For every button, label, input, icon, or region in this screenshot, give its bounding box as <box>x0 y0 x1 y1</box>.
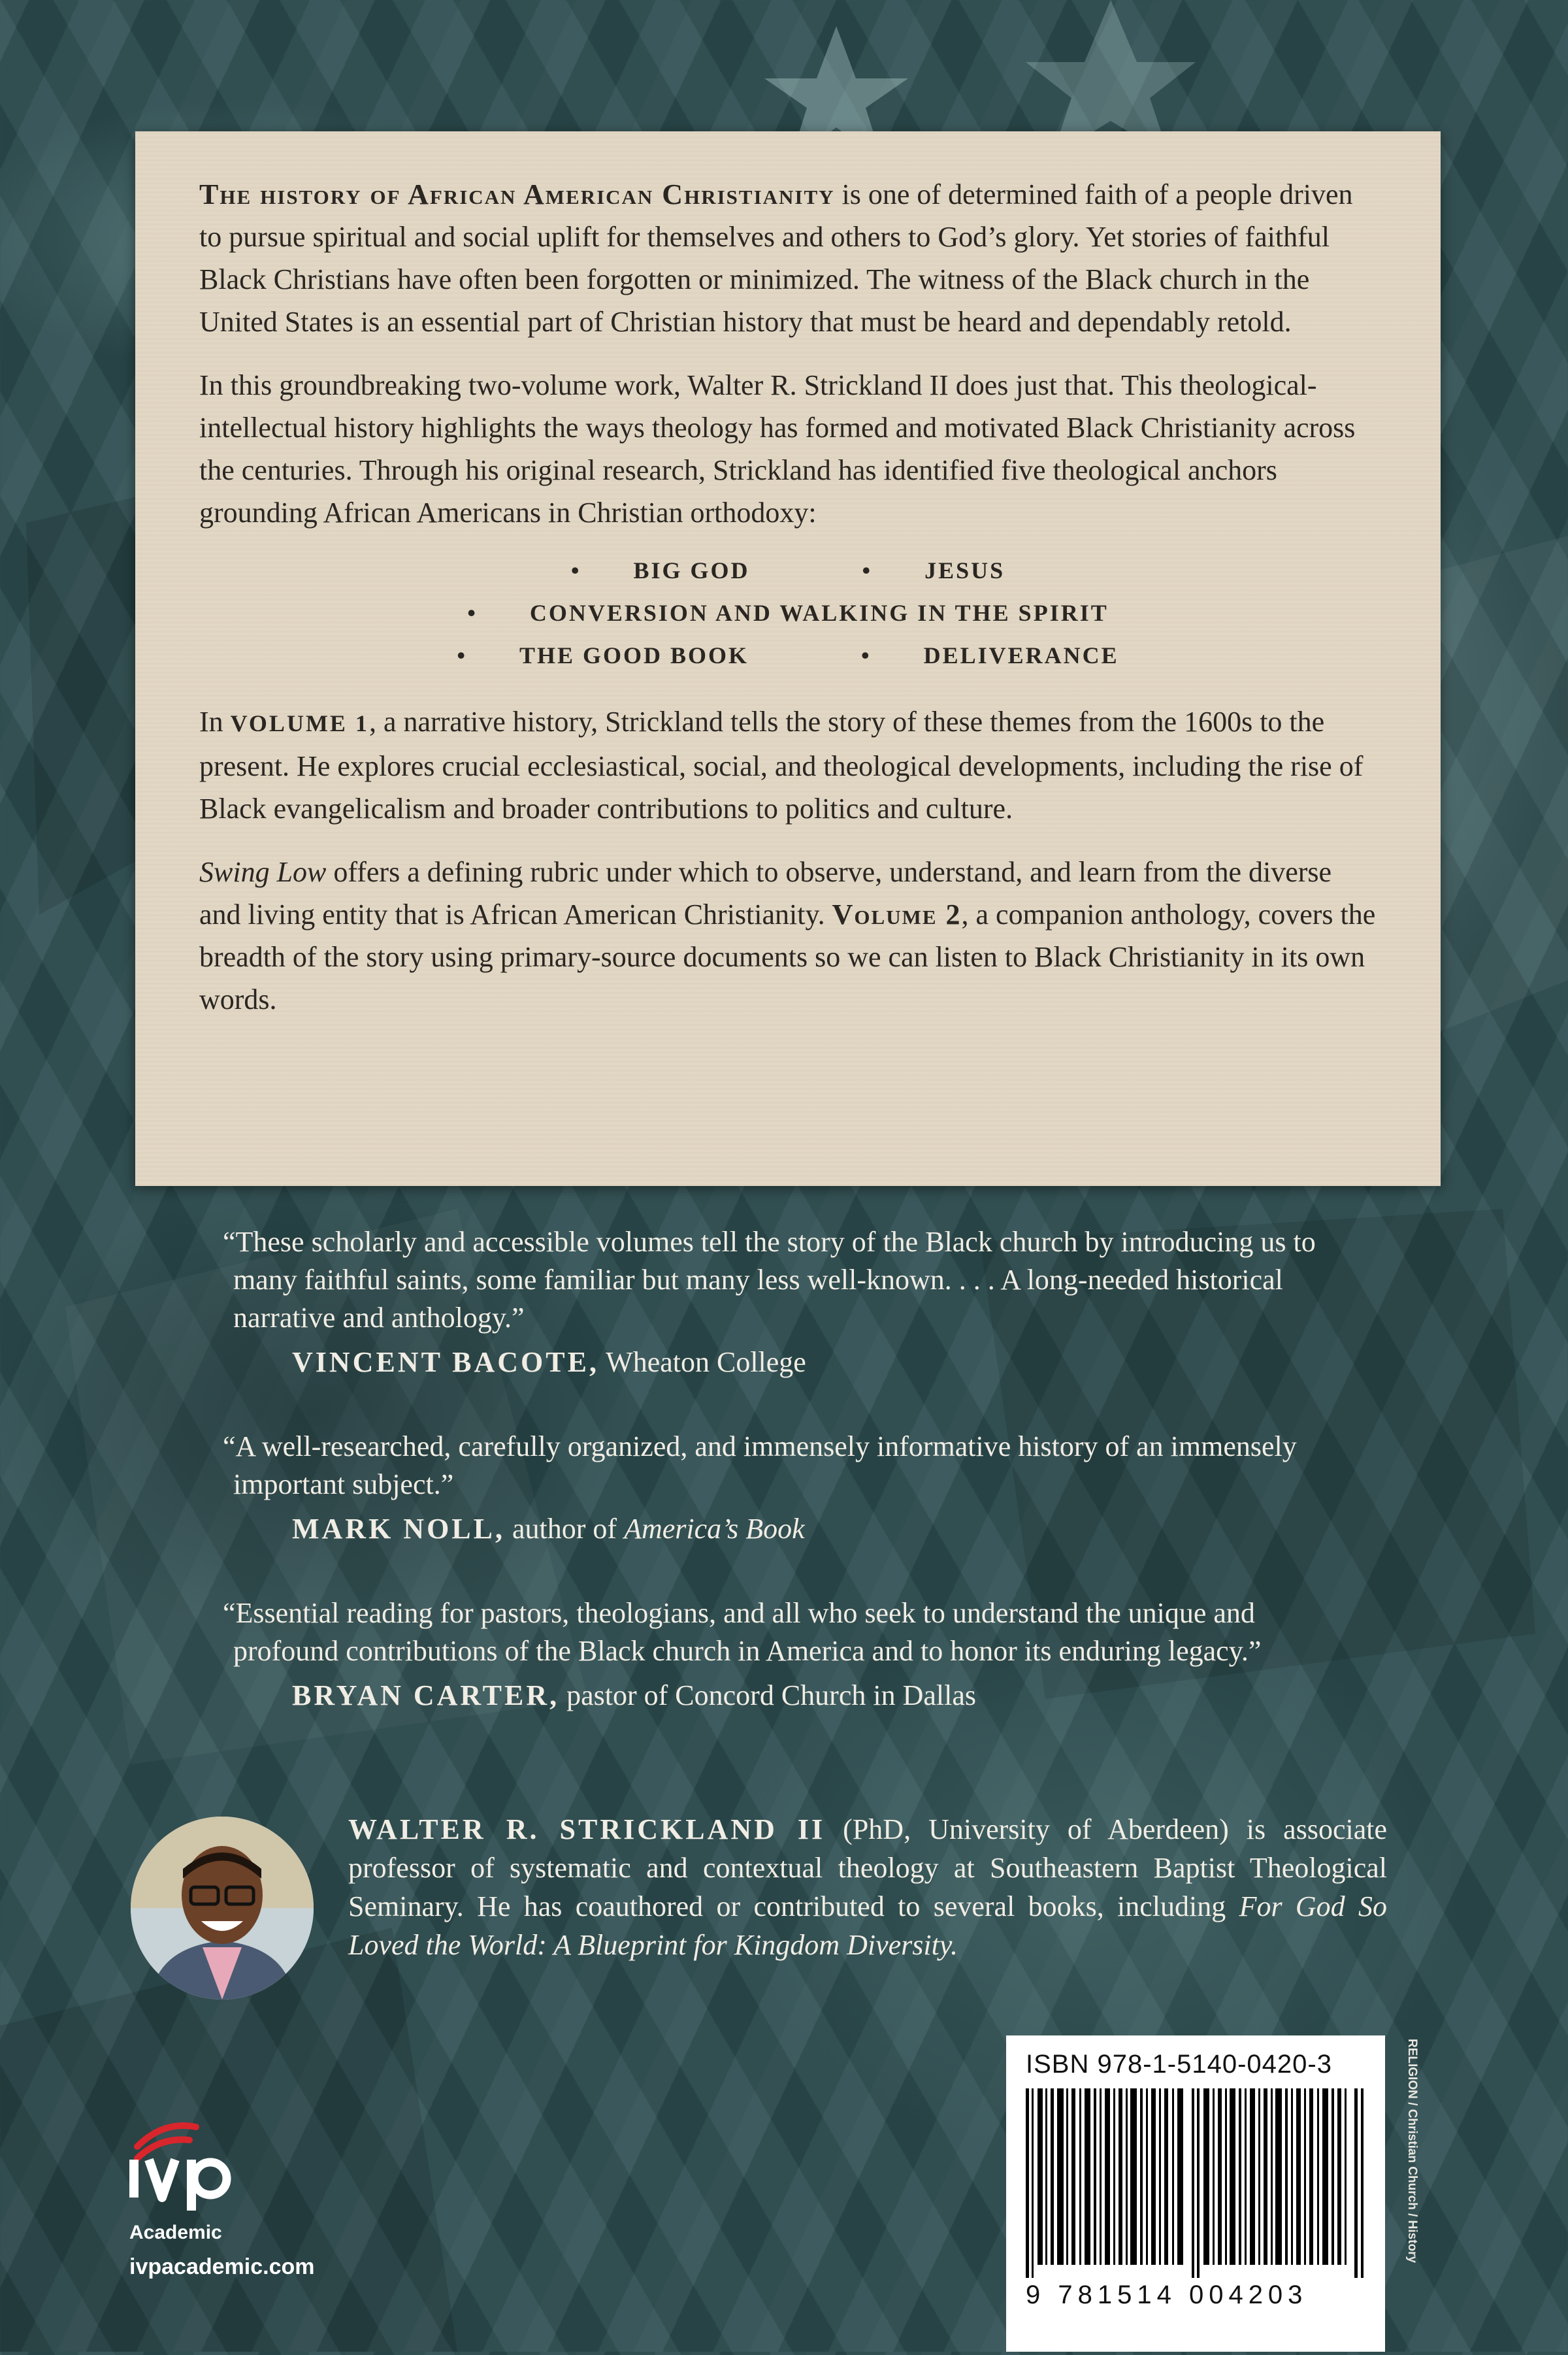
author-photo <box>131 1817 314 2000</box>
volume-1-label: VOLUME 1 <box>230 710 369 736</box>
description-paragraph-2: In this groundbreaking two-volume work, Walter R. Strickland II does just that. This theological-intellectual history highlights the ways theology has formed and motivated Black Christianity across the centuries. Through his original research, Strickland has identified five theological anchors grounding African Americans in Christian orthodoxy: <box>199 369 1356 529</box>
theme-item: • CONVERSION AND WALKING IN THE SPIRIT <box>467 600 1109 626</box>
description-paragraph-1 <box>199 173 1377 343</box>
endorsement-quote: “These scholarly and accessible volumes tell the story of the Black church by introducing us to many faithful saints, some familiar but many less well-known. . . . A long-needed historical narrative and anthology.” <box>223 1226 1316 1334</box>
isbn-number: ISBN 978-1-5140-0420-3 <box>1026 2050 1332 2079</box>
theme-item: • JESUS <box>862 557 1005 584</box>
endorsement-attribution: VINCENT BACOTE, Wheaton College <box>292 1346 806 1378</box>
endorsement-quote: “A well-researched, carefully organized, and immensely informative history of an immensely important subject.” <box>223 1430 1297 1500</box>
theme-item: • BIG GOD <box>570 557 750 584</box>
endorsement-quote: “Essential reading for pastors, theologians, and all who seek to understand the unique and profound contributions of the Black church in America and to honor its enduring legacy.” <box>223 1597 1262 1667</box>
endorsement-1 <box>223 1223 1331 1381</box>
author-bio: WALTER R. STRICKLAND II (PhD, University of Aberdeen) is associate professor of systematic and contextual theology at Southeastern Baptist Theological Seminary. He has coauthored or contributed to several books, including For God So Loved the World: A Blueprint for Kingdom Diversity. <box>348 1813 1387 1961</box>
theme-list <box>199 550 1377 677</box>
author-book-title: For God So Loved the World: A Blueprint for Kingdom Diversity. <box>348 1890 1387 1961</box>
isbn-barcode <box>1006 2035 1385 2352</box>
publisher-logo-text: Academic <box>129 2222 222 2243</box>
barcode-number: 9 781514 004203 <box>1026 2281 1308 2309</box>
author-name: WALTER R. STRICKLAND II <box>348 1813 826 1845</box>
volume-2-label: Volume 2 <box>832 898 962 930</box>
publisher-website: ivpacademic.com <box>129 2254 315 2279</box>
endorsement-2 <box>223 1428 1331 1548</box>
theme-item: • THE GOOD BOOK <box>457 642 749 668</box>
paragraph-1-text: is one of determined faith of a people driven to pursue spiritual and social uplift for themselves and others to God’s glory. Yet stories of faithful Black Christians have often been forgotten or minimized. The witness of the Black church in the United States is an essential part of Christian history that must be heard and dependably retold. <box>199 178 1353 338</box>
opening-phrase: The history of African American Christianity <box>199 178 835 210</box>
endorsement-attribution: MARK NOLL, author of America’s Book <box>292 1513 805 1545</box>
description-panel <box>135 131 1441 1186</box>
barcode-bars <box>1026 2088 1365 2278</box>
description-paragraph-4: Swing Low offers a defining rubric under which to observe, understand, and learn from the diverse and living entity that is African American Christianity. Volume 2, a companion anthology, covers the breadth of the story using primary-source documents so we can listen to Black Christianity in its own words. <box>199 856 1376 1015</box>
theme-item: • DELIVERANCE <box>861 642 1119 668</box>
ivp-logo-icon <box>124 2120 274 2212</box>
category-label: RELIGION / Christian Church / History <box>1405 2039 1419 2264</box>
endorsement-attribution: BRYAN CARTER, pastor of Concord Church in Dallas <box>292 1679 976 1711</box>
description-paragraph-3: In VOLUME 1, a narrative history, Strickland tells the story of these themes from the 1600s to the present. He explores crucial ecclesiastical, social, and theological developments, including the rise of Black evangelicalism and broader contributions to politics and culture. <box>199 706 1364 825</box>
endorsement-3 <box>223 1594 1331 1715</box>
book-title: Swing Low <box>199 856 327 888</box>
